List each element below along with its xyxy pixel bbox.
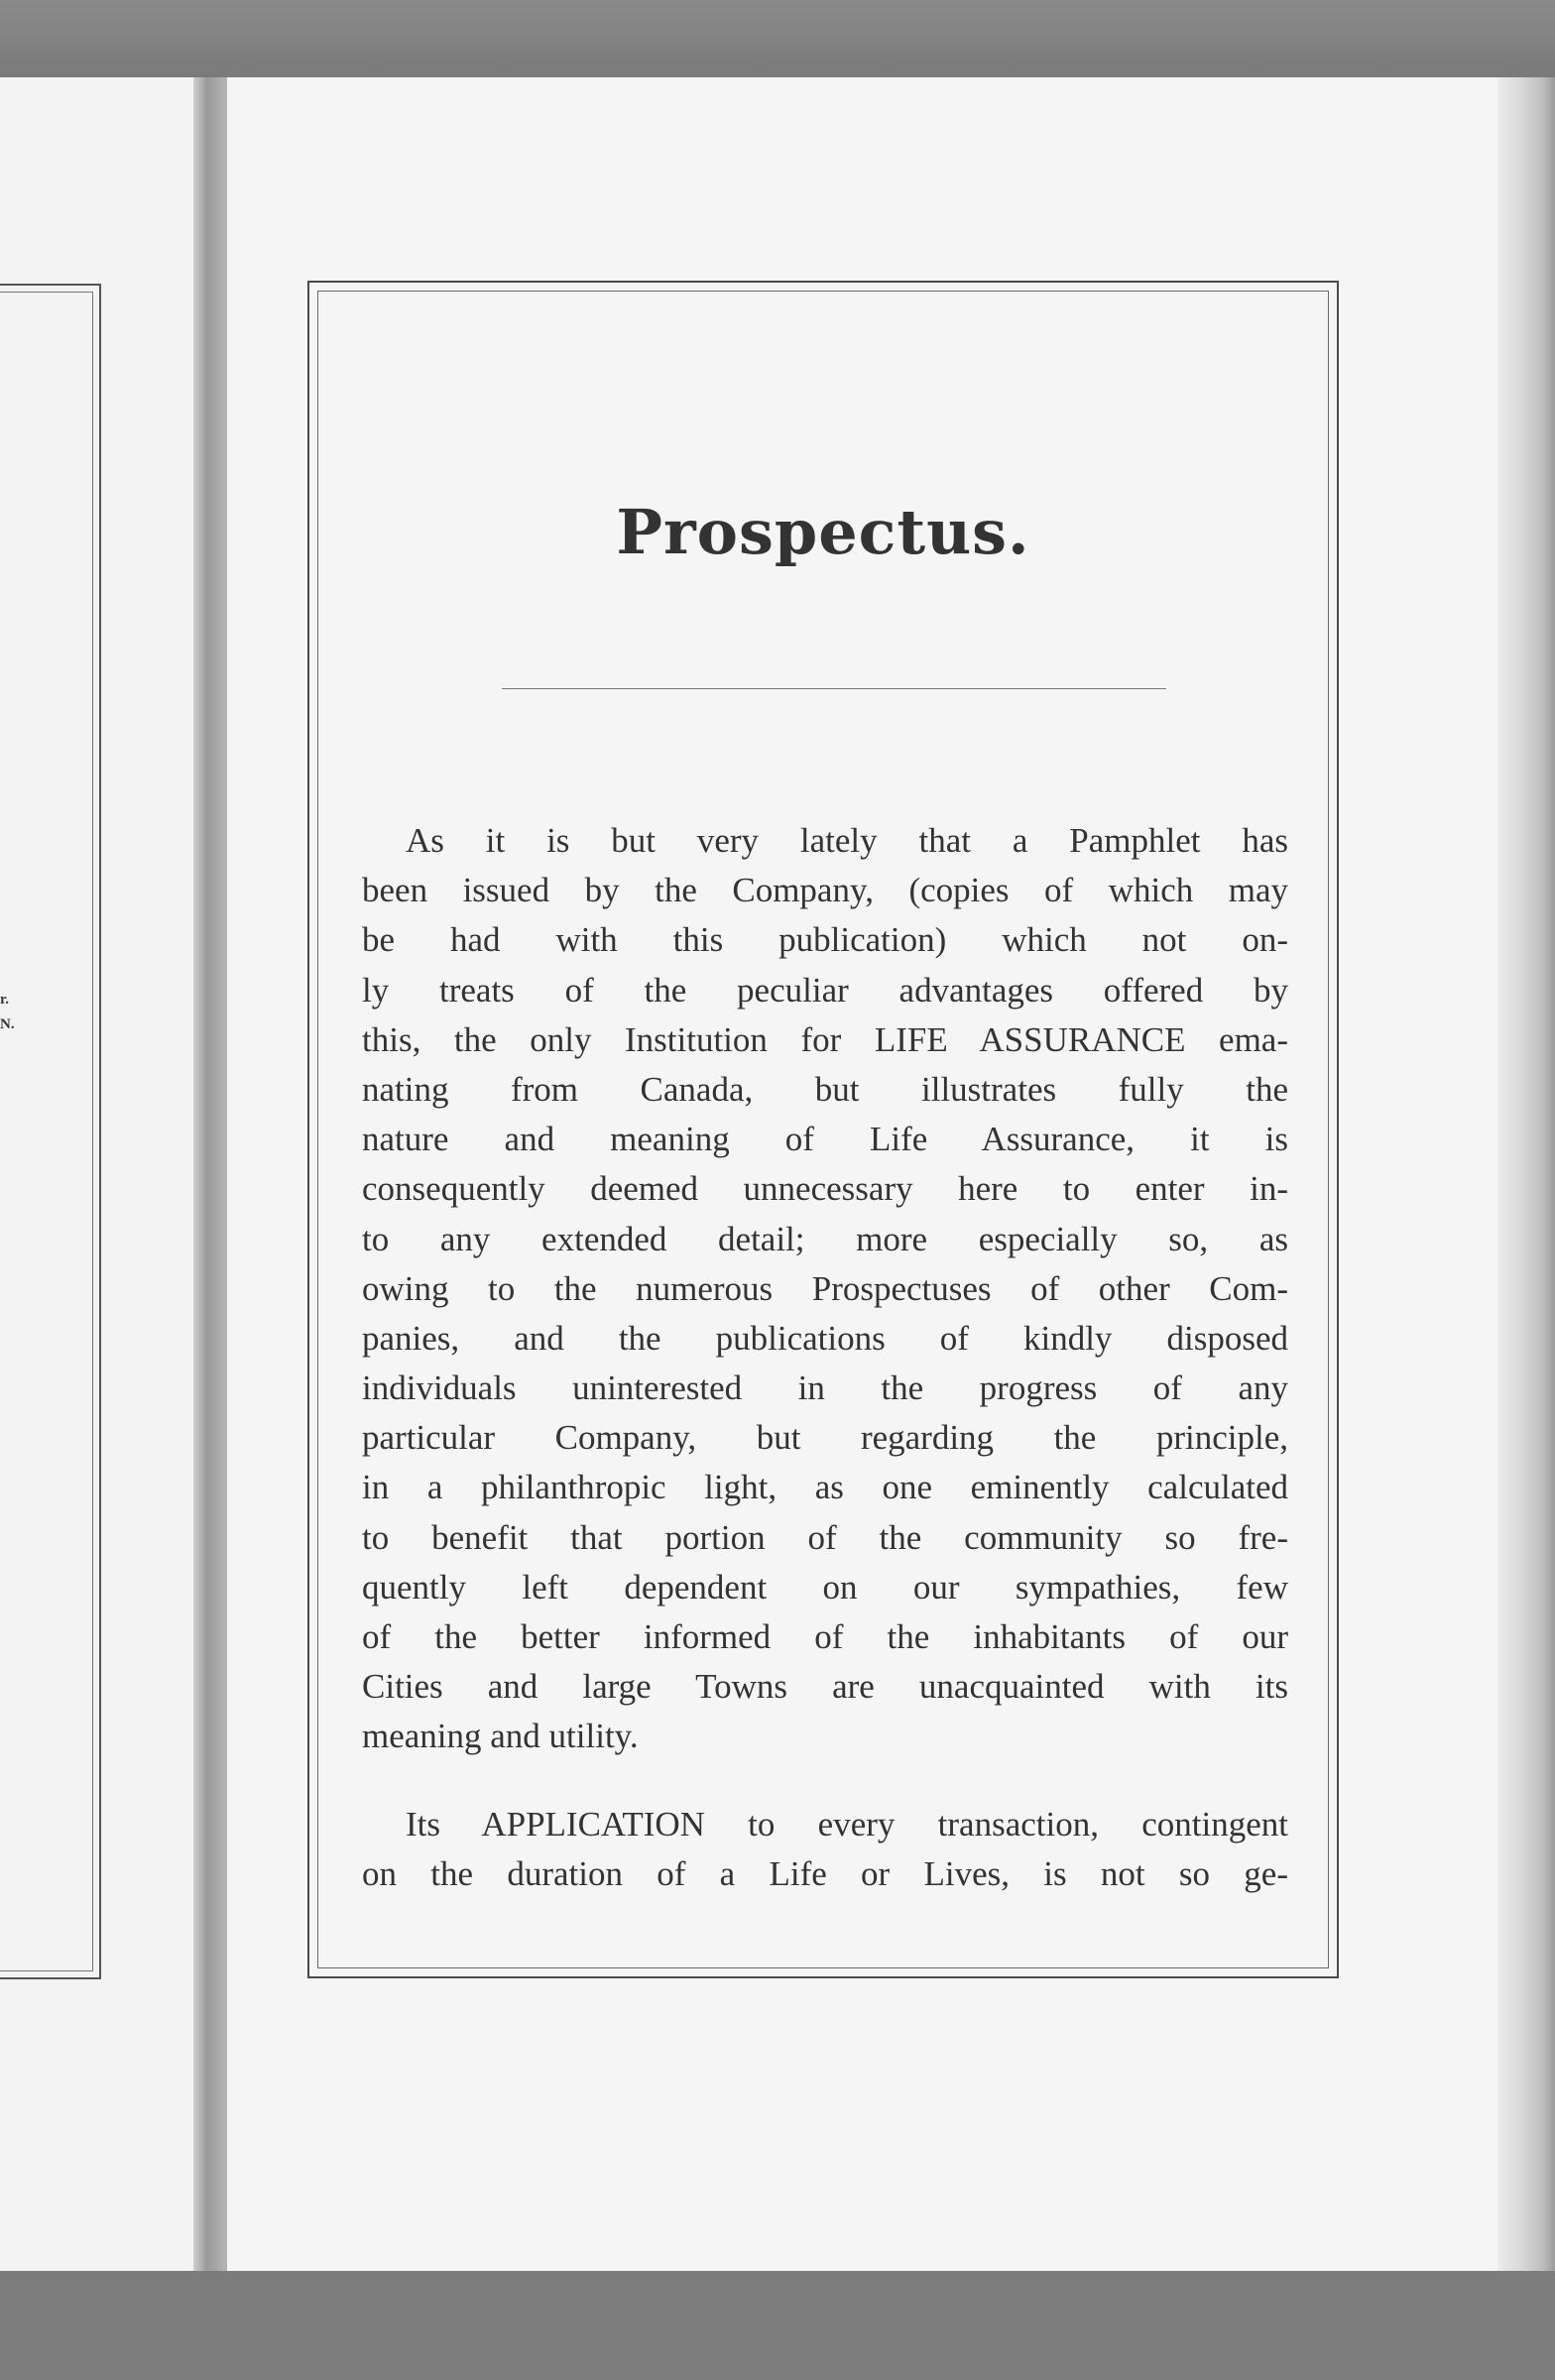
text-line: in a philanthropic light, as one eminently calculated bbox=[362, 1468, 1288, 1507]
text-line: ly treats of the peculiar advantages offered by bbox=[362, 970, 1288, 1010]
text-line: owing to the numerous Prospectuses of other Com- bbox=[362, 1268, 1288, 1308]
text-line: panies, and the publications of kindly disposed bbox=[362, 1318, 1288, 1358]
text-line: particular Company, but regarding the principle, bbox=[362, 1418, 1288, 1458]
text-line: been issued by the Company, (copies of which may bbox=[362, 871, 1288, 910]
page-title: Prospectus. bbox=[616, 496, 1030, 568]
text-line: be had with this publication) which not on- bbox=[362, 920, 1288, 960]
facing-page-edge-text: N. bbox=[0, 1016, 15, 1032]
text-line: to benefit that portion of the community so fre- bbox=[362, 1517, 1288, 1557]
page-edge bbox=[1497, 77, 1555, 2271]
text-line: of the better informed of the inhabitants of our bbox=[362, 1617, 1288, 1656]
text-line: this, the only Institution for LIFE ASSURANCE ema- bbox=[362, 1019, 1288, 1059]
text-line: individuals uninterested in the progress of any bbox=[362, 1368, 1288, 1408]
title-divider bbox=[502, 688, 1166, 689]
text-line: on the duration of a Life or Lives, is not so ge- bbox=[362, 1854, 1288, 1894]
facing-page bbox=[0, 77, 193, 2271]
book-gutter bbox=[193, 77, 227, 2271]
facing-page-edge-text: r. bbox=[0, 992, 10, 1008]
text-line: meaning and utility. bbox=[362, 1717, 639, 1756]
facing-page-border bbox=[0, 284, 101, 1979]
paragraph-2 bbox=[362, 1800, 1288, 1899]
text-line: nature and meaning of Life Assurance, it is bbox=[362, 1120, 1288, 1159]
text-line: to any extended detail; more especially so, as bbox=[362, 1219, 1288, 1258]
scan-background-bottom bbox=[0, 2271, 1555, 2380]
text-line: Cities and large Towns are unacquainted with its bbox=[362, 1667, 1288, 1707]
text-line: As it is but very lately that a Pamphlet has bbox=[406, 821, 1288, 860]
text-line: nating from Canada, but illustrates fully the bbox=[362, 1069, 1288, 1109]
text-line: consequently deemed unnecessary here to enter in- bbox=[362, 1169, 1288, 1209]
text-line: Its APPLICATION to every transaction, contingent bbox=[406, 1805, 1288, 1844]
scan-background-top bbox=[0, 0, 1555, 77]
text-line: quently left dependent on our sympathies, few bbox=[362, 1567, 1288, 1606]
page-border bbox=[307, 281, 1339, 1978]
paragraph-1 bbox=[362, 816, 1288, 1762]
